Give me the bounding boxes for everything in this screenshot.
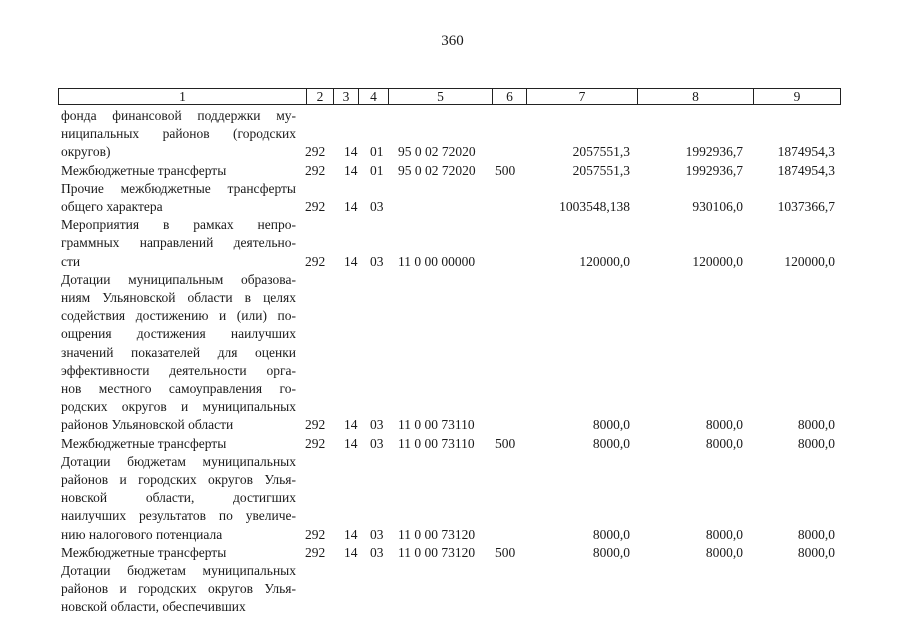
row-cell-c4: 03 <box>370 417 384 433</box>
row-name-line: наилучших результатов по увеличе- <box>61 508 296 524</box>
header-col-4: 4 <box>359 89 389 104</box>
row-name-line: содействия достижению и (или) по- <box>61 308 296 324</box>
row-cell-c3: 14 <box>344 417 358 433</box>
row-cell-c5: 11 0 00 00000 <box>398 253 476 269</box>
header-col-2: 2 <box>307 89 334 104</box>
row-name-line: родских округов и муниципальных <box>61 399 296 415</box>
row-name <box>61 453 296 544</box>
row-cell-c4: 03 <box>370 198 384 214</box>
row-cell-c2: 292 <box>305 417 326 433</box>
row-cell-c9: 1037366,7 <box>777 198 835 214</box>
row-cell-c4: 03 <box>370 253 384 269</box>
row-cell-c4: 03 <box>370 544 384 560</box>
row-name <box>61 180 296 216</box>
row-cell-c9: 1874954,3 <box>777 162 835 178</box>
row-name-line: районов и городских округов Улья- <box>61 581 296 597</box>
row-cell-c9: 8000,0 <box>797 544 835 560</box>
row-cell-c4: 03 <box>370 435 384 451</box>
row-cell-c2: 292 <box>305 162 326 178</box>
row-cell-c2: 292 <box>305 253 326 269</box>
row-name-line: Межбюджетные трансферты <box>61 544 227 560</box>
row-cell-c2: 292 <box>305 526 326 542</box>
row-name-line: Дотации муниципальным образова- <box>61 271 296 287</box>
row-name-line: граммных направлений деятельно- <box>61 235 296 251</box>
row-name-line: фонда финансовой поддержки му- <box>61 108 296 123</box>
row-cell-c7: 1003548,138 <box>559 198 630 214</box>
row-cell-c6: 500 <box>495 435 516 451</box>
row-name-line: районов и городских округов Улья- <box>61 472 296 487</box>
row-name-line: новской области, обеспечивших <box>61 599 246 615</box>
header-col-1: 1 <box>59 89 307 104</box>
row-cell-c7: 8000,0 <box>592 526 630 542</box>
row-name-line: ощрения достижения наилучших <box>61 326 296 342</box>
row-cell-c6: 500 <box>495 544 516 560</box>
row-cell-c9: 8000,0 <box>797 526 835 542</box>
row-name-line: эффективности деятельности орга- <box>61 362 296 378</box>
row-cell-c3: 14 <box>344 144 358 160</box>
row-cell-c2: 292 <box>305 544 326 560</box>
row-cell-c8: 8000,0 <box>705 544 743 560</box>
header-col-3: 3 <box>334 89 359 104</box>
row-cell-c6: 500 <box>495 162 516 178</box>
row-cell-c4: 01 <box>370 144 384 160</box>
row-name-line: ниципальных районов (городских <box>61 126 296 142</box>
row-cell-c8: 1992936,7 <box>685 162 743 178</box>
row-name-line: Межбюджетные трансферты <box>61 435 227 451</box>
row-cell-c4: 03 <box>370 526 384 542</box>
row-cell-c2: 292 <box>305 144 326 160</box>
header-col-6: 6 <box>493 89 527 104</box>
row-name-line: общего характера <box>61 199 163 214</box>
row-name-line: значений показателей для оценки <box>61 344 296 360</box>
row-cell-c3: 14 <box>344 198 358 214</box>
row-cell-c3: 14 <box>344 544 358 560</box>
row-name-line: Дотации бюджетам муниципальных <box>61 563 296 578</box>
header-col-7: 7 <box>527 89 638 104</box>
row-name-line: Мероприятия в рамках непро- <box>61 217 296 233</box>
row-cell-c8: 8000,0 <box>705 417 743 433</box>
row-name <box>61 435 296 453</box>
row-name <box>61 216 296 271</box>
row-cell-c8: 1992936,7 <box>685 144 743 160</box>
row-cell-c7: 120000,0 <box>579 253 630 269</box>
row-cell-c5: 11 0 00 73110 <box>398 435 475 451</box>
row-name <box>61 107 296 162</box>
row-cell-c5: 95 0 02 72020 <box>398 162 476 178</box>
row-cell-c9: 120000,0 <box>784 253 835 269</box>
row-name-line: округов) <box>61 144 111 160</box>
row-name-line: Дотации бюджетам муниципальных <box>61 453 296 469</box>
row-cell-c5: 11 0 00 73120 <box>398 526 476 542</box>
row-cell-c5: 95 0 02 72020 <box>398 144 476 160</box>
row-cell-c3: 14 <box>344 526 358 542</box>
row-name <box>61 162 296 180</box>
row-cell-c5: 11 0 00 73110 <box>398 417 475 433</box>
row-cell-c7: 8000,0 <box>592 417 630 433</box>
header-col-5: 5 <box>389 89 493 104</box>
row-cell-c7: 8000,0 <box>592 435 630 451</box>
row-name-line: Прочие межбюджетные трансферты <box>61 180 296 196</box>
row-name-line: нов местного самоуправления го- <box>61 381 296 397</box>
row-cell-c8: 8000,0 <box>705 435 743 451</box>
row-cell-c7: 2057551,3 <box>572 144 630 160</box>
row-cell-c4: 01 <box>370 162 384 178</box>
row-cell-c9: 8000,0 <box>797 417 835 433</box>
header-col-8: 8 <box>638 89 754 104</box>
row-cell-c7: 2057551,3 <box>572 162 630 178</box>
row-cell-c2: 292 <box>305 198 326 214</box>
page-number: 360 <box>441 33 464 49</box>
row-cell-c8: 930106,0 <box>692 198 743 214</box>
row-name-line: ниям Ульяновской области в целях <box>61 290 296 305</box>
row-name-line: новской области, достигших <box>61 490 296 506</box>
row-name <box>61 562 296 617</box>
row-cell-c3: 14 <box>344 435 358 451</box>
row-cell-c8: 8000,0 <box>705 526 743 542</box>
row-cell-c8: 120000,0 <box>692 253 743 269</box>
row-name <box>61 544 296 562</box>
row-name <box>61 271 296 435</box>
row-cell-c9: 1874954,3 <box>777 144 835 160</box>
row-cell-c3: 14 <box>344 253 358 269</box>
row-name-line: нию налогового потенциала <box>61 526 223 542</box>
header-col-9: 9 <box>793 89 801 104</box>
row-cell-c2: 292 <box>305 435 326 451</box>
row-name-line: сти <box>61 253 81 269</box>
row-cell-c3: 14 <box>344 162 358 178</box>
row-name-line: районов Ульяновской области <box>61 417 234 433</box>
row-cell-c5: 11 0 00 73120 <box>398 544 476 560</box>
row-cell-c9: 8000,0 <box>797 435 835 451</box>
row-name-line: Межбюджетные трансферты <box>61 162 227 178</box>
row-cell-c7: 8000,0 <box>592 544 630 560</box>
